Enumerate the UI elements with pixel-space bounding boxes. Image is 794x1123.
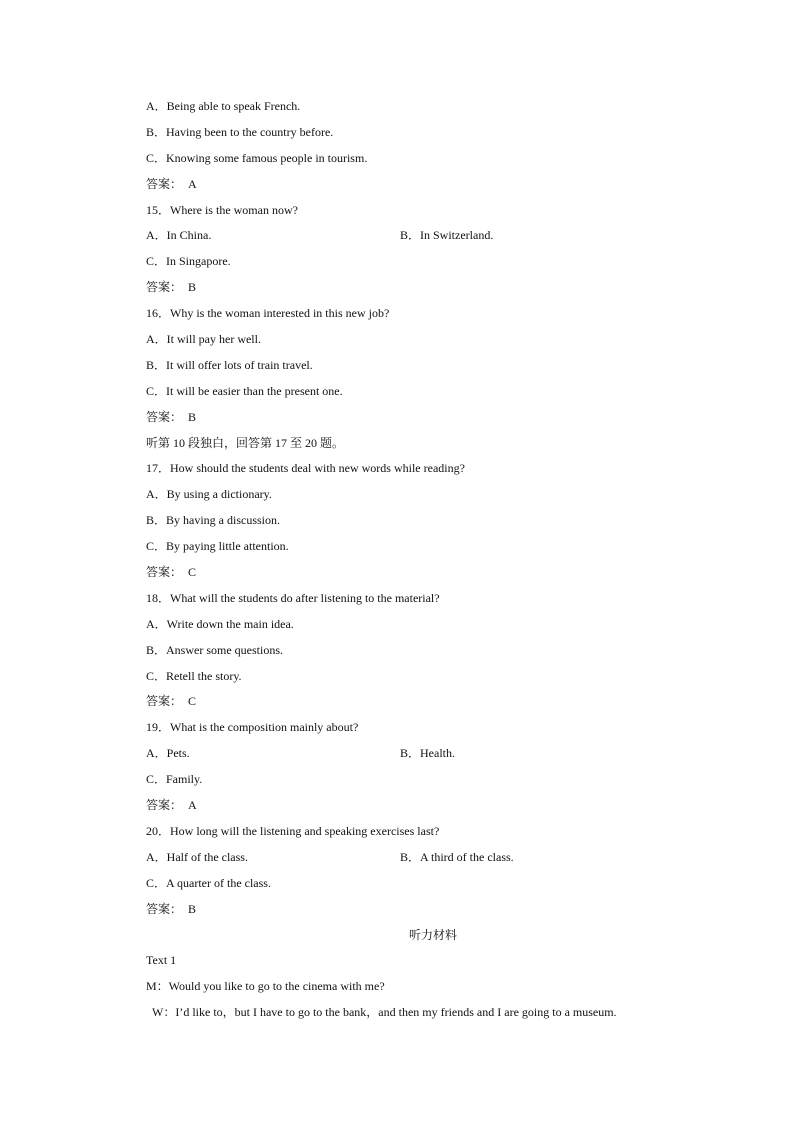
text-line: A．By using a dictionary. (146, 487, 272, 502)
option-row (146, 744, 706, 770)
section-heading: 听力材料 (408, 927, 457, 942)
document-body (146, 97, 706, 1029)
text-line: 答案： A (146, 176, 197, 191)
option-text: A．In China. (146, 228, 212, 243)
text-line: A．Write down the main idea. (146, 616, 294, 631)
text-line: B．Answer some questions. (146, 642, 283, 657)
text-line: B．By having a discussion. (146, 513, 280, 528)
text-line: 19．What is the composition mainly about? (146, 720, 359, 735)
text-line: B．Having been to the country before. (146, 124, 334, 139)
text-line: C．It will be easier than the present one. (146, 383, 343, 398)
text-line: 20．How long will the listening and speaking exercises last? (146, 823, 440, 838)
text-line: 答案： C (146, 694, 197, 709)
text-line: Text 1 (146, 953, 177, 968)
text-line: 答案： B (146, 409, 197, 424)
option-row (146, 226, 706, 252)
text-line: 答案： B (146, 280, 197, 295)
text-line: 15．Where is the woman now? (146, 202, 298, 217)
text-line: C．Family. (146, 772, 203, 787)
option-row (146, 848, 706, 874)
option-text: A．Half of the class. (146, 849, 248, 864)
text-line: 答案： A (146, 798, 197, 813)
option-text: B．In Switzerland. (400, 228, 494, 243)
text-line: A．It will pay her well. (146, 332, 261, 347)
text-line: C．Knowing some famous people in tourism. (146, 150, 368, 165)
text-line: M：Would you like to go to the cinema with me? (146, 979, 385, 994)
text-line: 答案： C (146, 565, 197, 580)
text-line: 答案： B (146, 901, 197, 916)
text-line: C．Retell the story. (146, 668, 242, 683)
text-line: 16．Why is the woman interested in this new job? (146, 306, 390, 321)
text-line: C．In Singapore. (146, 254, 231, 269)
option-text: B．Health. (400, 746, 455, 761)
text-line: C．By paying little attention. (146, 539, 289, 554)
text-line: 17．How should the students deal with new words while reading? (146, 461, 465, 476)
text-line: 18．What will the students do after listening to the material? (146, 590, 440, 605)
text-line: C．A quarter of the class. (146, 875, 271, 890)
text-line: A．Being able to speak French. (146, 99, 301, 113)
option-text: A．Pets. (146, 746, 190, 761)
text-line: 听第 10 段独白，回答第 17 至 20 题。 (146, 435, 345, 450)
option-text: B．A third of the class. (400, 849, 514, 864)
text-line: W：I’d like to，but I have to go to the bank，and then my friends and I are going to a museum. (152, 1005, 617, 1020)
text-line: B．It will offer lots of train travel. (146, 357, 313, 372)
